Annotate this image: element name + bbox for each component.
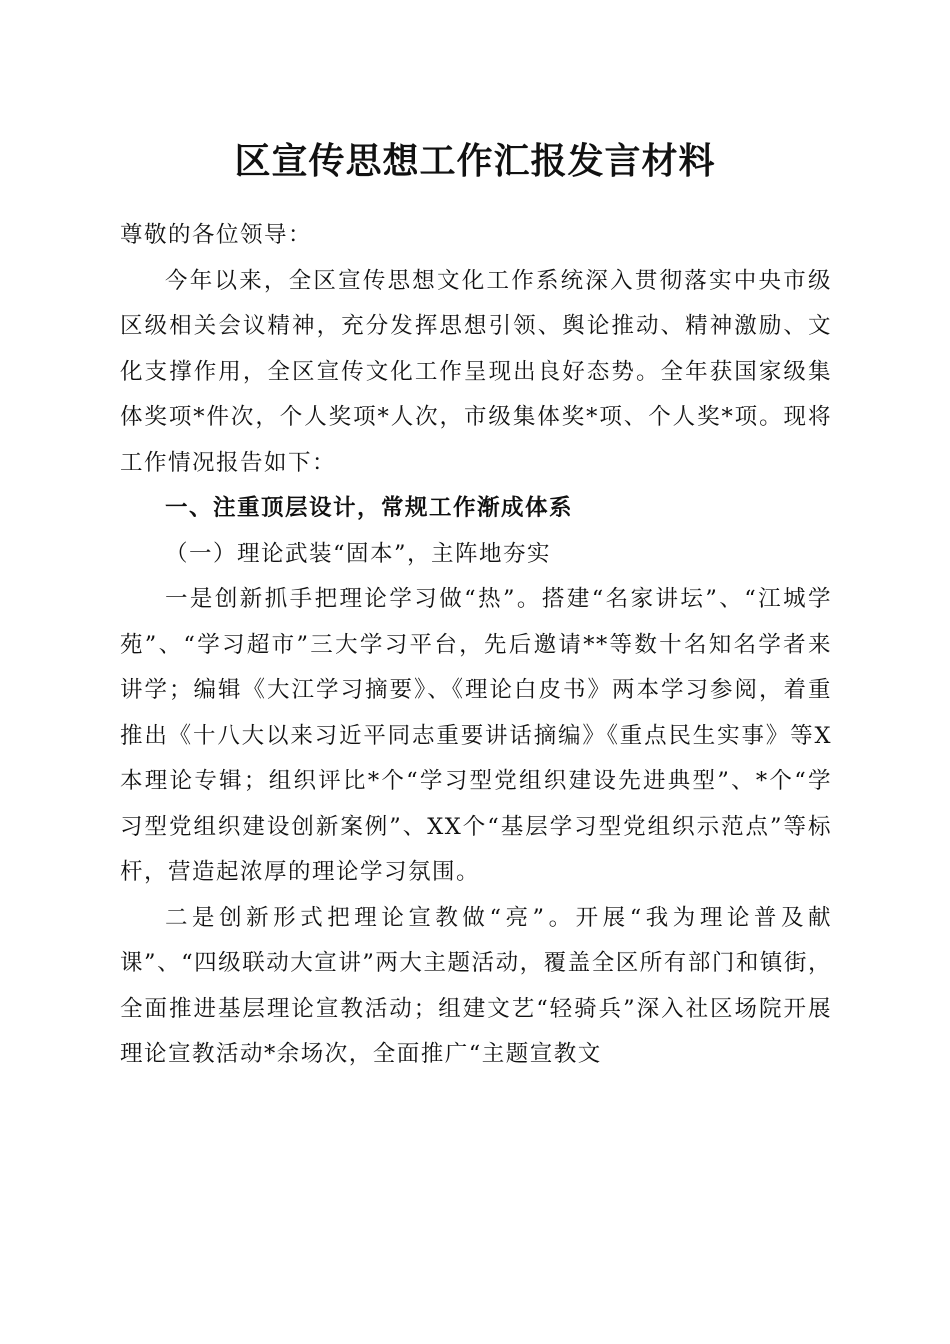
salutation: 尊敬的各位领导： <box>120 222 313 248</box>
section-heading-1: 一、注重顶层设计，常规工作渐成体系 <box>165 495 574 521</box>
subsection-heading-1: （一）理论武装“固本”，主阵地夯实 <box>165 540 552 567</box>
intro-paragraph: 今年以来，全区宣传思想文化工作系统深入贯彻落实中央市级区级相关会议精神，充分发挥思想引领、舆论推动、精神激励、文化支撑作用，全区宣传文化工作呈现出良好态势。全年获国家级集体奖项*件次，个人奖项*人次，市级集体奖*项、个人奖*项。现将工作情况报告如下： <box>120 267 832 476</box>
document-title: 区宣传思想工作汇报发言材料 <box>234 140 716 182</box>
document-body <box>120 213 832 1078</box>
paragraph-theory-study: 一是创新抓手把理论学习做“热”。搭建“名家讲坛”、“江城学苑”、“学习超市”三大学习平台，先后邀请**等数十名知名学者来讲学；编辑《大江学习摘要》、《理论白皮书》两本学习参阅，着重推出《十八大以来习近平同志重要讲话摘编》《重点民生实事》等X本理论专辑；组织评比*个“学习型党组织建设先进典型”、*个“学习型党组织建设创新案例”、XX个“基层学习型党组织示范点”等标杆，营造起浓厚的理论学习氛围。 <box>120 586 832 885</box>
paragraph-theory-education: 二是创新形式把理论宣教做“亮”。开展“我为理论普及献课”、“四级联动大宣讲”两大主题活动，覆盖全区所有部门和镇街，全面推进基层理论宣教活动；组建文艺“轻骑兵”深入社区场院开展理论宣教活动*余场次，全面推广“主题宣教文 <box>120 904 832 1067</box>
